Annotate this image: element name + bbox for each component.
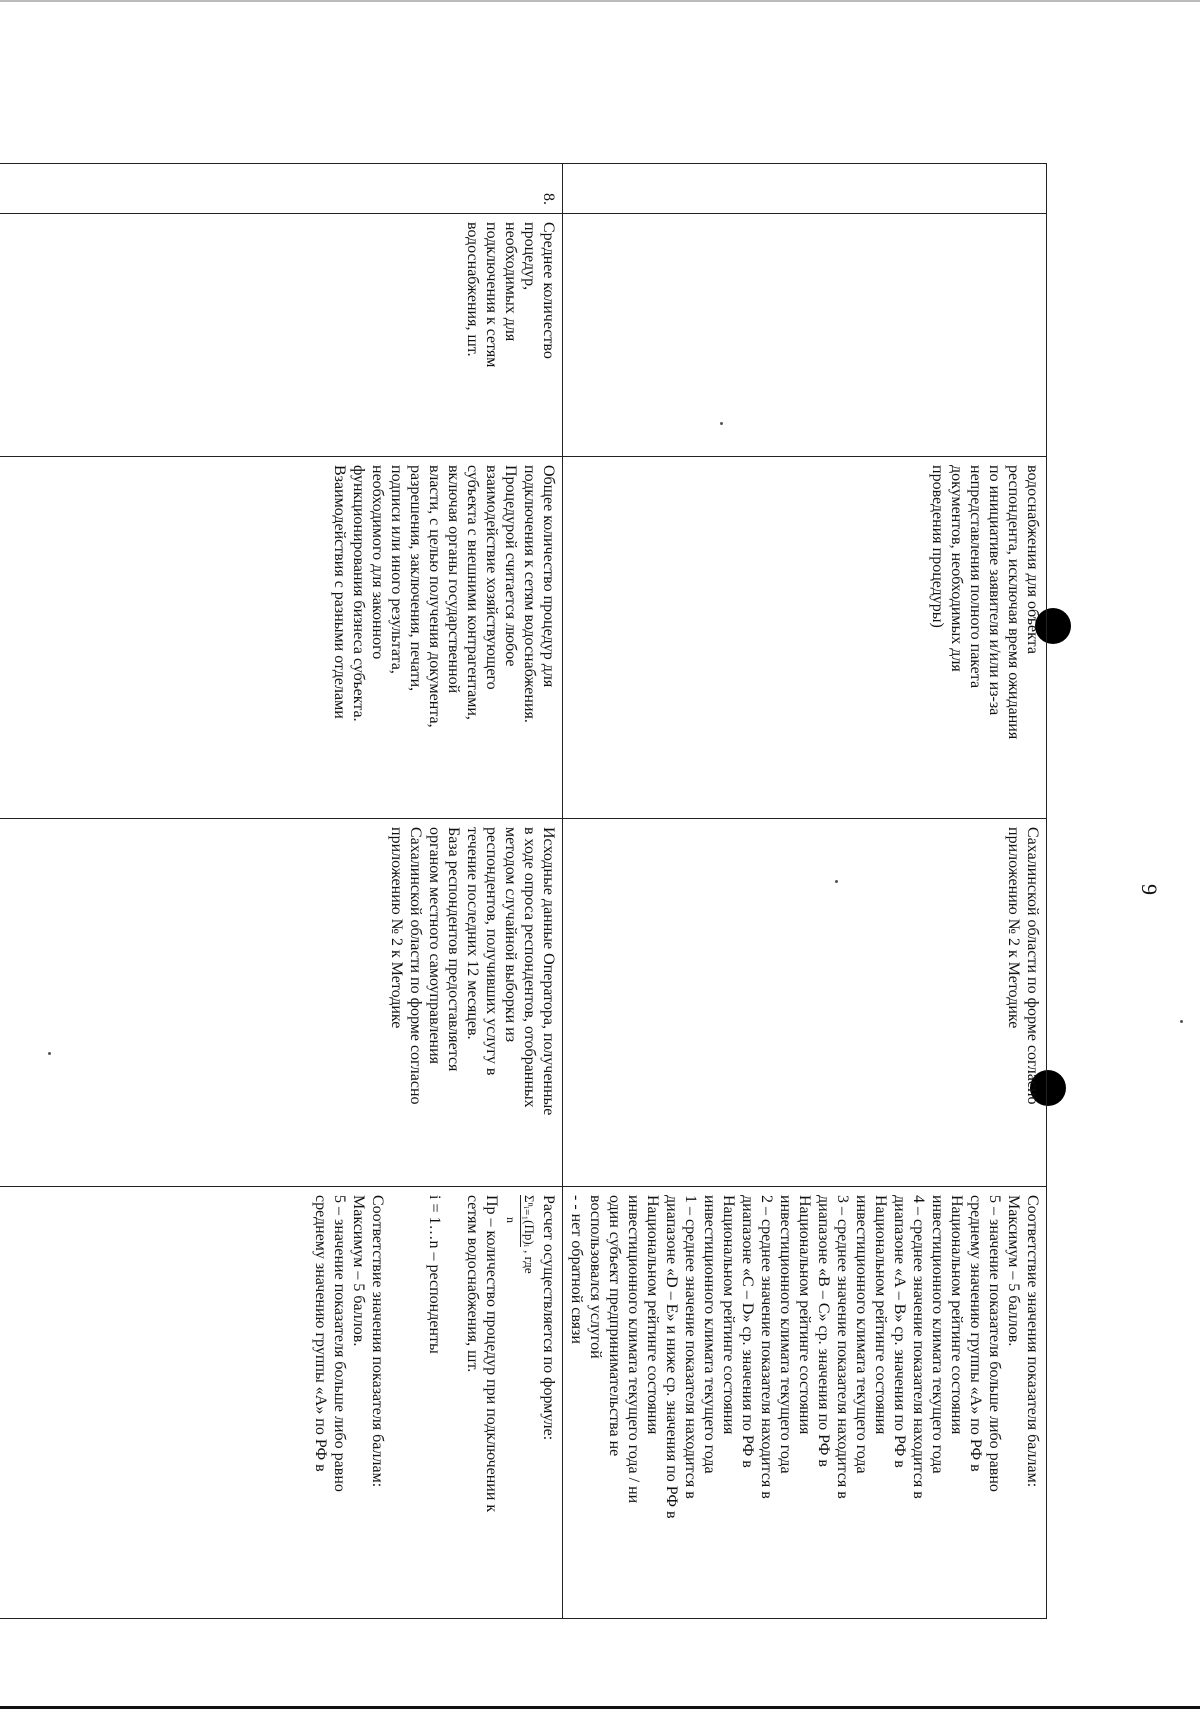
criteria-text: [330, 465, 558, 810]
text-line: База респондентов предоставляется: [445, 827, 462, 1072]
formula-text: [311, 1195, 501, 1610]
table-row: [563, 164, 1047, 1619]
scan-edge-bottom: [0, 1706, 1200, 1709]
text-line: водоснабжения для объекта: [1024, 465, 1041, 654]
text-line: по инициативе заявителя и/или из-за: [986, 465, 1003, 716]
text-line: функционирования бизнеса субъекта.: [350, 465, 367, 722]
scan-edge-top: [0, 0, 1200, 2]
text-line: необходимых для: [502, 222, 519, 342]
text-line: приложению № 2 к Методике: [388, 827, 405, 1029]
scan-speck: [1180, 1020, 1183, 1023]
source-text: [387, 827, 558, 1178]
indicator-table: [0, 163, 1047, 1619]
text-line: инвестиционного климата текущего года: [777, 1195, 794, 1474]
text-line: [406, 1195, 425, 1610]
text-line: подписи или иного результата,: [388, 465, 405, 674]
text-line: инвестиционного климата текущего года: [853, 1195, 870, 1474]
text-line: воспользовался услугой: [587, 1195, 604, 1359]
text-line: Национальном рейтинге состояния: [948, 1195, 965, 1435]
text-line: подключения к сетям водоснабжения.: [521, 465, 538, 723]
text-line: разрешения, заключения, печати,: [407, 465, 424, 692]
text-line: Соответствие значения показателя баллам:: [369, 1195, 386, 1488]
text-line: документов, необходимых для: [948, 465, 965, 672]
text-line: среднему значению группы «А» по РФ в: [312, 1195, 329, 1472]
cell-source: [0, 819, 563, 1187]
text-line: диапазоне «D – Е» и ниже ср. значения по РФ в: [663, 1195, 680, 1519]
text-line: Пр – количество процедур при подключении к: [483, 1195, 500, 1513]
scoring-text: [567, 1195, 1042, 1610]
text-line: i = 1…n – респонденты: [426, 1195, 443, 1354]
text-line: респондента, исключая время ожидания: [1005, 465, 1022, 740]
text-line: 5 – значение показателя больше либо равно: [331, 1195, 348, 1492]
text-line: 1 – среднее значение показателя находится в: [682, 1195, 699, 1499]
text-line: методом случайной выборки из: [502, 827, 519, 1043]
text-line: Национальном рейтинге состояния: [720, 1195, 737, 1435]
cell-formula: [0, 1187, 563, 1619]
formula-intro: Расчет осуществляется по формуле:: [540, 1195, 557, 1441]
text-line: 3 – среднее значение показателя находится в: [834, 1195, 851, 1499]
text-line: Среднее количество: [540, 222, 557, 359]
text-line: Национальном рейтинге состояния: [644, 1195, 661, 1435]
text-line: сетям водоснабжения, шт.: [464, 1195, 481, 1373]
text-line: инвестиционного климата текущего года / ни: [625, 1195, 642, 1504]
text-line: субъекта с внешними контрагентами,: [464, 465, 481, 720]
text-line: необходимого для законного: [369, 465, 386, 660]
text-line: респондентов, получивших услугу в: [483, 827, 500, 1076]
text-line: Максимум – 5 баллов.: [1005, 1195, 1022, 1347]
source-text: [1004, 827, 1042, 1178]
text-line: один субъект предпринимательства не: [606, 1195, 623, 1457]
text-line: [387, 1195, 406, 1610]
text-line: Общее количество процедур для: [540, 465, 557, 688]
text-line: процедур,: [521, 222, 538, 291]
row-number: 8.: [540, 193, 557, 205]
text-line: включая органы государственной: [445, 465, 462, 694]
rotated-page: [97, 163, 1162, 1618]
text-line: диапазоне «А – В» ср. значения по РФ в: [891, 1195, 908, 1468]
text-line: Максимум – 5 баллов.: [350, 1195, 367, 1347]
text-line: [444, 1195, 463, 1610]
cell-number: [0, 164, 563, 214]
text-line: инвестиционного климата текущего года: [701, 1195, 718, 1474]
cell-indicator: [563, 214, 1047, 457]
cell-number: [563, 164, 1047, 214]
cell-scoring: [563, 1187, 1047, 1619]
text-line: диапазоне «В – С» ср. значения по РФ в: [815, 1195, 832, 1467]
formula-where: , где: [522, 1250, 537, 1274]
text-line: 5 – значение показателя больше либо равно: [986, 1195, 1003, 1492]
formula: [501, 1195, 539, 1610]
text-line: - - нет обратной связи: [568, 1195, 585, 1344]
text-line: инвестиционного климата текущего года: [929, 1195, 946, 1474]
indicator-text: [463, 222, 558, 448]
formula-denominator: n: [504, 1217, 518, 1223]
text-line: власти, с целью получения документа,: [426, 465, 443, 728]
cell-indicator: [0, 214, 563, 457]
text-line: органом местного самоуправления: [426, 827, 443, 1064]
text-line: 4 – среднее значение показателя находится в: [910, 1195, 927, 1499]
text-line: водоснабжения, шт.: [464, 222, 481, 357]
text-line: течение последних 12 месяцев.: [464, 827, 481, 1040]
text-line: Национальном рейтинге состояния: [796, 1195, 813, 1435]
text-line: Национальном рейтинге состояния: [872, 1195, 889, 1435]
cell-criteria: [563, 457, 1047, 819]
criteria-text: [928, 465, 1042, 810]
text-line: Взаимодействия с разными отделами: [331, 465, 348, 719]
text-line: взаимодействие хозяйствующего: [483, 465, 500, 690]
text-line: Соответствие значения показателя баллам:: [1024, 1195, 1041, 1488]
page-number: 9: [1137, 884, 1162, 895]
text-line: Сахалинской области по форме согласно: [407, 827, 424, 1105]
text-line: приложению № 2 к Методике: [1005, 827, 1022, 1029]
text-line: подключения к сетям: [483, 222, 500, 368]
formula-numerator: Σⁿᵢ₌₁(Пр)ᵢ: [522, 1195, 537, 1247]
text-line: проведения процедуры): [929, 465, 946, 628]
text-line: среднему значению группы «А» по РФ в: [967, 1195, 984, 1472]
text-line: диапазоне «С – D» ср. значения по РФ в: [739, 1195, 756, 1468]
text-line: в ходе опроса респондентов, отобранных: [521, 827, 538, 1108]
text-line: Сахалинской области по форме согласно: [1024, 827, 1041, 1105]
cell-source: [563, 819, 1047, 1187]
text-line: 2 – среднее значение показателя находится в: [758, 1195, 775, 1499]
cell-criteria: [0, 457, 563, 819]
text-line: Процедурой считается любое: [502, 465, 519, 667]
text-line: Исходные данные Оператора, полученные: [540, 827, 557, 1116]
table-row: [0, 164, 563, 1619]
text-line: непредставления полного пакета: [967, 465, 984, 689]
